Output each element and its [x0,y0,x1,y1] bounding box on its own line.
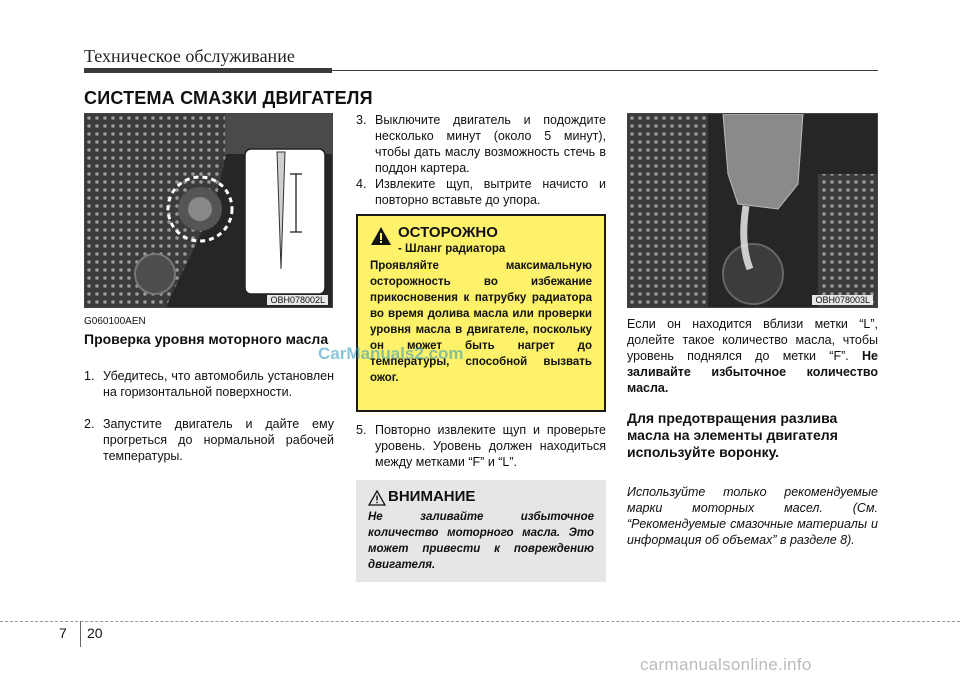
warning-box [356,214,606,412]
document-code: G060100AEN [84,316,146,327]
step-number: 5. [356,423,367,437]
warning-title: ОСТОРОЖНО [398,224,498,241]
step-text: Запустите двигатель и дайте ему прогреться до нормальной рабочей температуры. [103,417,334,463]
section-title: СИСТЕМА СМАЗКИ ДВИГАТЕЛЯ [84,88,373,108]
step-4 [356,176,606,208]
caution-box [356,480,606,582]
page-number: 20 [87,625,103,641]
step-2 [84,416,334,464]
step-number: 2. [84,417,95,431]
watermark: CarManuals2.com [318,344,464,363]
engine-dipstick-illustration [85,114,333,308]
caution-triangle-icon [368,490,386,506]
chapter-number: 7 [59,625,67,641]
header-rule [332,70,878,71]
step-text: Убедитесь, что автомобиль установлен на горизонтальной поверхности. [103,369,334,399]
header-title: Техническое обслуживание [84,46,295,66]
warning-body: Проявляйте максимальную осторожность во избежание прикосновения к патрубку радиатора во время долива масла или проверки уровня масла в двигателе, поскольку он может быть нагрет до температуры, способной вызвать ожог. [370,260,592,384]
step-text: Извлеките щуп, вытрите начисто и повторно вставьте до упора. [375,177,606,207]
step-3 [356,112,606,176]
right-paragraph-text: Если он находится вблизи метки “L”, долейте такое количество масла, чтобы уровень поднялся до метки “F”. [627,317,878,363]
oil-pouring-photo [627,113,878,308]
right-paragraph-bold: Не заливайте избыточное количество масла. [627,349,879,395]
step-text: Выключите двигатель и подождите несколько минут (около 5 минут), чтобы дать маслу возможность стечь в поддон картера. [375,113,606,175]
footer-site[interactable]: carmanualsonline.info [640,655,812,674]
subheading-oil-check: Проверка уровня моторного масла [84,331,329,347]
caution-body: Не заливайте избыточное количество моторного масла. Это может привести к повреждению двигателя. [368,511,594,571]
footer-rule [0,621,960,622]
image-code-left: OBH078002L [267,295,328,305]
step-number: 4. [356,177,367,191]
image-code-right: OBH078003L [812,295,873,305]
step-text: Повторно извлеките щуп и проверьте уровень. Уровень должен находиться между метками “F” и “L”. [375,423,606,469]
caution-title: ВНИМАНИЕ [388,488,476,505]
header-bar [84,68,332,73]
warning-subtitle: - Шланг радиатора [398,243,506,255]
step-5 [356,422,606,470]
step-number: 1. [84,369,95,383]
right-paragraph [627,316,878,396]
step-number: 3. [356,113,367,127]
footer-divider [80,621,81,647]
engine-dipstick-photo [84,113,333,308]
oil-pouring-illustration [628,114,878,308]
recommended-oil-note: Используйте только рекомендуемые марки моторных масел. (См. “Рекомендуемые смазочные материалы и информация об объемах” в разделе 8). [627,485,878,547]
warning-triangle-icon [370,226,392,246]
subheading-funnel: Для предотвращения разлива масла на элементы двигателя используйте воронку. [627,410,838,460]
step-1 [84,368,334,400]
